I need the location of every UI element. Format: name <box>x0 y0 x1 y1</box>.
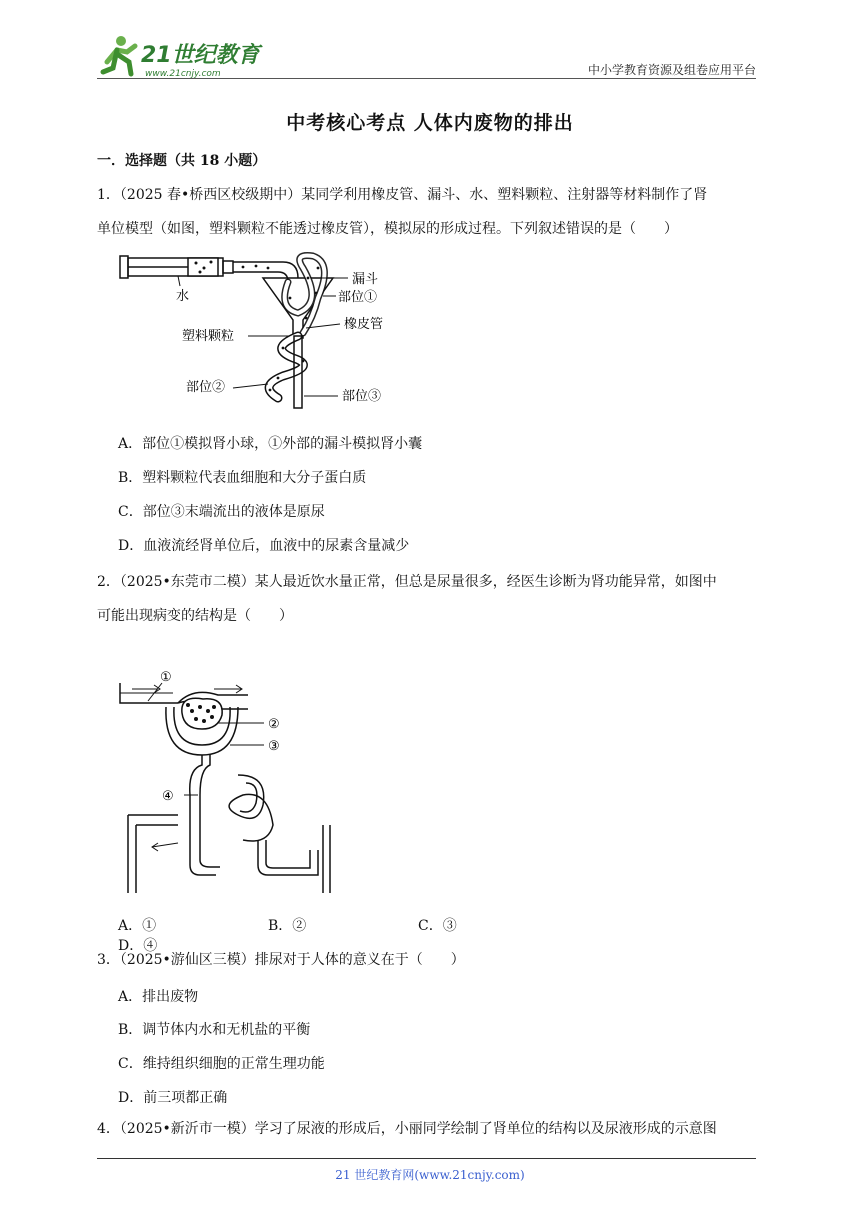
question-3-line-1: 3．（2025•游仙区三模）排尿对于人体的意义在于（ ） <box>97 952 465 968</box>
kidney-model-figure <box>118 248 408 413</box>
q2-option-c: C．③ <box>418 918 457 934</box>
question-2-line-1: 2．（2025•东莞市二模）某人最近饮水量正常，但总是尿量很多，经医生诊断为肾功能异常，如图中 <box>97 574 717 590</box>
q2-option-b: B．② <box>268 918 307 934</box>
question-4-line-1: 4．（2025•新沂市一模）学习了尿液的形成后，小丽同学绘制了肾单位的结构以及尿液形成的示意图 <box>97 1121 717 1137</box>
section-heading: 一．选择题（共 18 小题） <box>97 153 267 169</box>
q2-option-a: A．① <box>118 918 157 934</box>
label-plastic-particles: 塑料颗粒 <box>182 329 235 344</box>
header-divider <box>97 78 756 79</box>
q3-option-d: D．前三项都正确 <box>118 1090 228 1106</box>
label-water: 水 <box>176 289 190 304</box>
question-2 <box>97 565 765 633</box>
label-part-1: 部位① <box>338 290 378 305</box>
question-1-line-1: 1．（2025 春•桥西区校级期中）某同学利用橡皮管、漏斗、水、塑料颗粒、注射器等材料制作了肾 <box>97 187 708 203</box>
runner-icon <box>103 36 135 74</box>
question-1 <box>97 178 765 246</box>
q2-option-d: D．④ <box>118 938 158 954</box>
label-part-2: 部位② <box>186 380 226 395</box>
footer-divider <box>97 1158 756 1159</box>
question-1-line-2: 单位模型（如图，塑料颗粒不能透过橡皮管），模拟尿的形成过程。下列叙述错误的是（ ） <box>97 221 678 237</box>
q3-option-a: A．排出废物 <box>118 989 199 1005</box>
q3-option-b: B．调节体内水和无机盐的平衡 <box>118 1022 311 1038</box>
label-rubber-tube: 橡皮管 <box>344 317 384 332</box>
q1-option-d: D．血液流经肾单位后，血液中的尿素含量减少 <box>118 538 410 554</box>
q1-option-a: A．部位①模拟肾小球，①外部的漏斗模拟肾小囊 <box>118 436 423 452</box>
site-logo <box>97 32 267 80</box>
logo-text: 21世纪教育 <box>141 43 260 68</box>
label-funnel: 漏斗 <box>352 272 379 287</box>
question-3 <box>97 943 765 977</box>
q3-option-c: C．维持组织细胞的正常生理功能 <box>118 1056 325 1072</box>
question-2-line-2: 可能出现病变的结构是（ ） <box>97 608 293 624</box>
page-title: 中考核心考点 人体内废物的排出 <box>286 112 574 134</box>
label-structure-1: ① <box>160 670 172 685</box>
logo-url: www.21cnjy.com <box>145 69 221 79</box>
label-structure-2: ② <box>268 717 280 732</box>
label-part-3: 部位③ <box>342 389 382 404</box>
q1-option-c: C．部位③末端流出的液体是原尿 <box>118 504 325 520</box>
q1-option-b: B．塑料颗粒代表血细胞和大分子蛋白质 <box>118 470 367 486</box>
header-platform-name: 中小学教育资源及组卷应用平台 <box>587 63 756 77</box>
question-4 <box>97 1112 765 1146</box>
label-structure-4: ④ <box>162 789 174 804</box>
footer-text: 21 世纪教育网(www.21cnjy.com) <box>335 1168 525 1182</box>
label-structure-3: ③ <box>268 739 280 754</box>
nephron-figure <box>118 665 338 895</box>
